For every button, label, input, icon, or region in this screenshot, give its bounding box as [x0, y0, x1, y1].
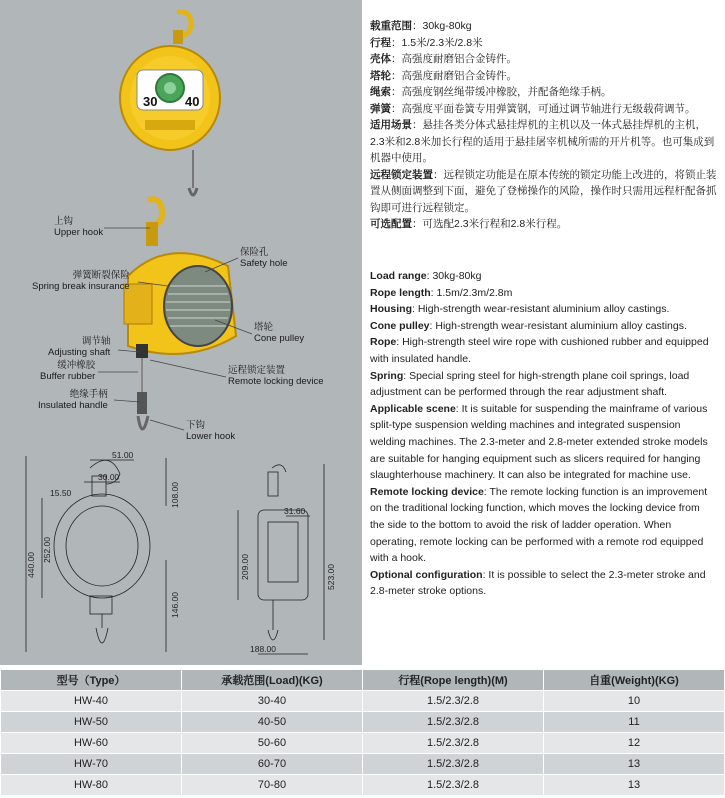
cn-spec-spring: 弹簧：高强度平面卷簧专用弹簧钢，可通过调节轴进行无级载荷调节。: [370, 102, 696, 115]
dim-252: 252.00: [42, 537, 52, 563]
dim-30: 30.00: [98, 472, 120, 482]
cell-type: HW-40: [1, 691, 182, 712]
en-spec-rope: Rope: High-strength steel wire rope with cushioned rubber and equipped with insulated handle.: [370, 336, 709, 365]
cell-type: HW-70: [1, 754, 182, 775]
dim-31-60: 31.60: [284, 506, 306, 516]
header-type: 型号（Type）: [1, 670, 182, 691]
dim-440: 440.00: [26, 552, 36, 578]
cell-weight: 10: [544, 691, 725, 712]
dial-max-label: 40: [185, 94, 200, 109]
cell-type: HW-60: [1, 733, 182, 754]
cell-load: 30-40: [182, 691, 363, 712]
cn-spec-housing: 壳体：高强度耐磨铝合金铸件。: [370, 53, 517, 65]
product-illustration-panel: [0, 0, 362, 665]
en-spec-cone-pulley: Cone pulley: High-strength wear-resistant aluminium alloy castings.: [370, 319, 687, 332]
cell-load: 60-70: [182, 754, 363, 775]
cell-rope-length: 1.5/2.3/2.8: [363, 712, 544, 733]
cell-type: HW-50: [1, 712, 182, 733]
cell-load: 70-80: [182, 775, 363, 796]
dim-15-50: 15.50: [50, 488, 72, 498]
side-dimension-drawing: [228, 460, 348, 660]
header-weight: 自重(Weight)(KG): [544, 670, 725, 691]
en-spec-load-range: Load range: 30kg-80kg: [370, 270, 482, 282]
english-specs: [370, 268, 715, 600]
en-spec-spring: Spring: Special spring steel for high-strength plane coil springs, load adjustment can be performed through the rear adjustment shaft.: [370, 369, 690, 399]
cell-rope-length: 1.5/2.3/2.8: [363, 733, 544, 754]
cell-rope-length: 1.5/2.3/2.8: [363, 775, 544, 796]
dim-146: 146.00: [170, 592, 180, 618]
dial-min-label: 30: [143, 94, 158, 109]
table-row: [1, 712, 725, 733]
chinese-specs: [370, 18, 720, 233]
label-safety-hole: 保险孔 Safety hole: [240, 247, 288, 269]
cell-rope-length: 1.5/2.3/2.8: [363, 691, 544, 712]
dim-209: 209.00: [240, 554, 250, 580]
label-cone-pulley: 塔轮 Cone pulley: [254, 322, 305, 344]
cell-load: 40-50: [182, 712, 363, 733]
cell-type: HW-80: [1, 775, 182, 796]
table-row: [1, 733, 725, 754]
table-row: [1, 691, 725, 712]
cn-spec-load-range: 载重范围：30kg-80kg: [370, 20, 472, 32]
cell-load: 50-60: [182, 733, 363, 754]
cn-spec-optional: 可选配置：可选配2.3米行程和2.8米行程。: [370, 218, 568, 230]
dim-51: 51.00: [112, 450, 134, 460]
dim-188: 188.00: [250, 644, 276, 654]
label-lower-hook: 下钩 Lower hook: [186, 420, 236, 442]
cn-spec-rope-length: 行程：1.5米/2.3米/2.8米: [370, 36, 483, 49]
cn-spec-rope: 绳索：高强度钢丝绳带缓冲橡胶，并配备绝缘手柄。: [370, 86, 612, 98]
cell-weight: 11: [544, 712, 725, 733]
cn-spec-cone-pulley: 塔轮：高强度耐磨铝合金铸件。: [370, 69, 517, 82]
table-row: [1, 775, 725, 796]
leader-lines: [0, 0, 362, 460]
dim-108: 108.00: [170, 482, 180, 508]
header-load: 承载范围(Load)(KG): [182, 670, 363, 691]
cn-spec-applicable-scene: 适用场景：悬挂各类分体式悬挂焊机的主机以及一体式悬挂焊机的主机，2.3米和2.8米加长行程的适用于悬挂屠宰机械所需的开片机等。也可集成到机器中使用。: [370, 119, 715, 164]
dim-523: 523.00: [326, 564, 336, 590]
cn-spec-remote-locking: 远程锁定装置：远程锁定功能是在原本传统的锁定功能上改进的，将锁止装置从侧面调整到下面，避免了登梯操作的风险，操作时只需用远程杆配备抓钩即可进行远程锁定。: [370, 168, 717, 214]
cell-weight: 13: [544, 754, 725, 775]
table-header-row: [1, 670, 725, 691]
spec-text-panel: [362, 0, 725, 665]
en-spec-applicable-scene: Applicable scene: It is suitable for suspending the mainframe of various split-type suspension welding machines and integrated suspension welding machines. The 2.3-meter and 2.8-meter extended stroke models are suitable for hanging equipment such as slicers required for hanging slaughterhouse machinery. It can also be integrated for machine use.: [370, 402, 708, 482]
cell-weight: 13: [544, 775, 725, 796]
table-row: [1, 754, 725, 775]
cell-weight: 12: [544, 733, 725, 754]
front-dimension-drawing: [20, 448, 190, 663]
model-spec-table: [0, 669, 725, 796]
en-spec-optional: Optional configuration: It is possible to select the 2.3-meter stroke and 2.8-meter stroke options.: [370, 568, 706, 598]
label-insulated-handle: 绝缘手柄 Insulated handle: [38, 389, 108, 411]
label-buffer-rubber: 缓冲橡胶 Buffer rubber: [40, 360, 96, 382]
label-remote-locking-device: 远程锁定装置 Remote locking device: [228, 365, 324, 387]
header-rope-length: 行程(Rope length)(M): [363, 670, 544, 691]
en-spec-remote-locking: Remote locking device: The remote locking function is an improvement on the traditional locking function, which moves the locking device from the side to the bottom to avoid the risk of ladder operation. When operating, remote locking can be performed with a remote rod equipped with a hook.: [370, 485, 708, 565]
label-upper-hook: 上钩 Upper hook: [54, 216, 104, 238]
cell-rope-length: 1.5/2.3/2.8: [363, 754, 544, 775]
en-spec-rope-length: Rope length: 1.5m/2.3m/2.8m: [370, 286, 513, 299]
label-adjusting-shaft: 调节轴 Adjusting shaft: [48, 336, 111, 358]
label-spring-break-insurance: 弹簧断裂保险 Spring break insurance: [32, 270, 130, 292]
en-spec-housing: Housing: High-strength wear-resistant aluminium alloy castings.: [370, 303, 670, 316]
